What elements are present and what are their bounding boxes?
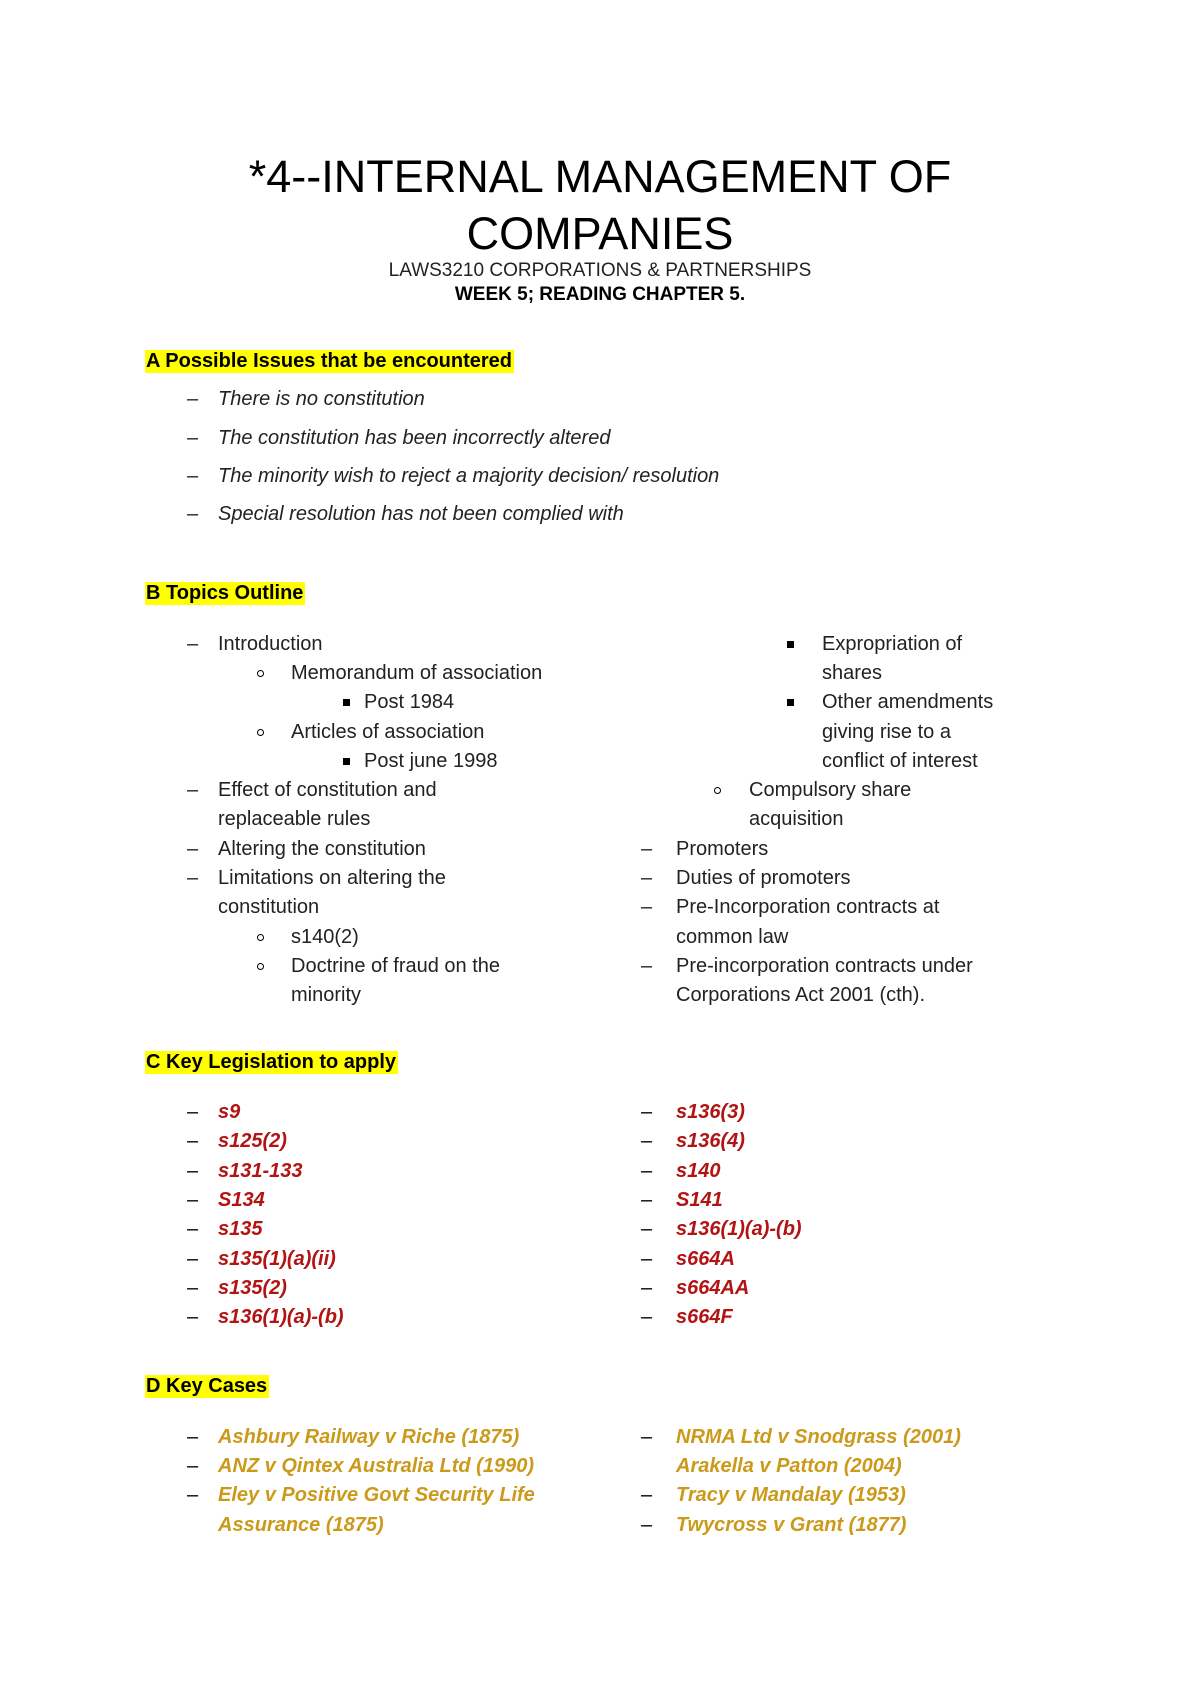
square-bullet — [343, 758, 350, 765]
topic-item: – Effect of constitution and — [218, 776, 437, 804]
dash-bullet: – — [641, 1189, 653, 1211]
topic-item: – Duties of promoters — [676, 864, 851, 892]
dash-bullet: – — [187, 779, 199, 801]
course-code: LAWS3210 CORPORATIONS & PARTNERSHIPS — [388, 260, 812, 281]
dash-bullet: – — [187, 633, 199, 655]
dash-bullet: – — [641, 1306, 653, 1328]
topic-item: – Pre-incorporation contracts under — [676, 952, 973, 980]
topic-item-continued: constitution — [218, 896, 320, 918]
topic-subsubitem-continued: giving rise to a — [822, 721, 951, 743]
topic-subitem-continued: minority — [291, 984, 362, 1006]
square-bullet — [787, 641, 794, 648]
topic-item: – Pre-Incorporation contracts at — [676, 893, 939, 921]
section-b-heading: B Topics Outline — [146, 582, 304, 604]
dash-bullet: – — [641, 1426, 653, 1448]
dash-bullet: – — [187, 388, 199, 410]
section-d-heading: D Key Cases — [146, 1375, 268, 1397]
topic-subitem: s140(2) — [291, 923, 359, 951]
dash-bullet: – — [641, 1248, 653, 1270]
dash-bullet: – — [641, 955, 653, 977]
topic-subitem: Articles of association — [291, 718, 484, 746]
legislation-item: – S141 — [676, 1186, 723, 1214]
case-item: – Twycross v Grant (1877) — [676, 1511, 906, 1539]
dash-bullet: – — [641, 1101, 653, 1123]
dash-bullet: – — [187, 1248, 199, 1270]
legislation-item: – s136(3) — [676, 1098, 745, 1126]
dash-bullet: – — [187, 1101, 199, 1123]
dash-bullet: – — [641, 1130, 653, 1152]
dash-bullet: – — [187, 503, 199, 525]
topic-subitem: Doctrine of fraud on the — [291, 952, 500, 980]
dash-bullet: – — [187, 1306, 199, 1328]
legislation-item: – S134 — [218, 1186, 265, 1214]
circle-bullet — [257, 670, 264, 677]
legislation-item: – s664F — [676, 1303, 733, 1331]
case-item-continued: Assurance (1875) — [218, 1514, 384, 1536]
dash-bullet: – — [187, 1455, 199, 1477]
page-title — [100, 148, 1100, 262]
dash-bullet: – — [187, 1160, 199, 1182]
legislation-item: – s9 — [218, 1098, 240, 1126]
dash-bullet: – — [641, 1160, 653, 1182]
topic-subitem-continued: acquisition — [749, 808, 844, 830]
dash-bullet: – — [187, 867, 199, 889]
issue-item: – There is no constitution — [218, 385, 425, 413]
topic-subsubitem: Expropriation of — [822, 630, 962, 658]
legislation-item: – s136(4) — [676, 1127, 745, 1155]
circle-bullet — [257, 934, 264, 941]
dash-bullet: – — [187, 1218, 199, 1240]
dash-bullet: – — [641, 896, 653, 918]
legislation-item: – s140 — [676, 1157, 721, 1185]
dash-bullet: – — [641, 838, 653, 860]
dash-bullet: – — [641, 1218, 653, 1240]
circle-bullet — [257, 729, 264, 736]
legislation-item: – s135(2) — [218, 1274, 287, 1302]
square-bullet — [787, 699, 794, 706]
topic-item: – Altering the constitution — [218, 835, 426, 863]
topic-subitem: Compulsory share — [749, 776, 911, 804]
dash-bullet: – — [641, 1484, 653, 1506]
legislation-item: – s135 — [218, 1215, 263, 1243]
dash-bullet: – — [641, 867, 653, 889]
circle-bullet — [257, 963, 264, 970]
section-a-heading: A Possible Issues that be encountered — [146, 350, 513, 372]
case-item: – Ashbury Railway v Riche (1875) — [218, 1423, 519, 1451]
topic-subsubitem: Post 1984 — [364, 688, 454, 716]
topic-item: – Introduction — [218, 630, 323, 658]
case-item: – NRMA Ltd v Snodgrass (2001) — [676, 1423, 961, 1451]
title-line-1: *4--INTERNAL MANAGEMENT OF — [248, 151, 952, 202]
issue-item: – Special resolution has not been complied with — [218, 500, 624, 528]
topic-subsubitem: Other amendments — [822, 688, 993, 716]
dash-bullet: – — [641, 1514, 653, 1536]
square-bullet — [343, 699, 350, 706]
section-c-heading: C Key Legislation to apply — [146, 1051, 397, 1073]
legislation-item: – s136(1)(a)-(b) — [676, 1215, 802, 1243]
title-line-2: COMPANIES — [466, 208, 734, 259]
case-item-continued: Arakella v Patton (2004) — [676, 1455, 902, 1477]
issue-item: – The constitution has been incorrectly altered — [218, 424, 610, 452]
topic-subsubitem-continued: conflict of interest — [822, 750, 978, 772]
topic-item-continued: replaceable rules — [218, 808, 371, 830]
case-item: – ANZ v Qintex Australia Ltd (1990) — [218, 1452, 534, 1480]
topic-item-continued: Corporations Act 2001 (cth). — [676, 984, 926, 1006]
dash-bullet: – — [187, 1426, 199, 1448]
dash-bullet: – — [187, 427, 199, 449]
dash-bullet: – — [187, 465, 199, 487]
topic-subsubitem-continued: shares — [822, 662, 883, 684]
dash-bullet: – — [187, 1130, 199, 1152]
week-label: WEEK 5; READING CHAPTER 5. — [454, 284, 746, 305]
topic-item: – Limitations on altering the — [218, 864, 446, 892]
legislation-item: – s664AA — [676, 1274, 749, 1302]
legislation-item: – s135(1)(a)(ii) — [218, 1245, 336, 1273]
case-item: – Eley v Positive Govt Security Life — [218, 1481, 535, 1509]
dash-bullet: – — [641, 1277, 653, 1299]
issue-item: – The minority wish to reject a majority decision/ resolution — [218, 462, 719, 490]
case-item: – Tracy v Mandalay (1953) — [676, 1481, 906, 1509]
topic-subitem: Memorandum of association — [291, 659, 542, 687]
legislation-item: – s131-133 — [218, 1157, 303, 1185]
dash-bullet: – — [187, 1484, 199, 1506]
topic-item-continued: common law — [676, 926, 789, 948]
legislation-item: – s136(1)(a)-(b) — [218, 1303, 344, 1331]
dash-bullet: – — [187, 1189, 199, 1211]
dash-bullet: – — [187, 1277, 199, 1299]
topic-item: – Promoters — [676, 835, 768, 863]
legislation-item: – s125(2) — [218, 1127, 287, 1155]
dash-bullet: – — [187, 838, 199, 860]
legislation-item: – s664A — [676, 1245, 735, 1273]
circle-bullet — [714, 787, 721, 794]
topic-subsubitem: Post june 1998 — [364, 747, 497, 775]
